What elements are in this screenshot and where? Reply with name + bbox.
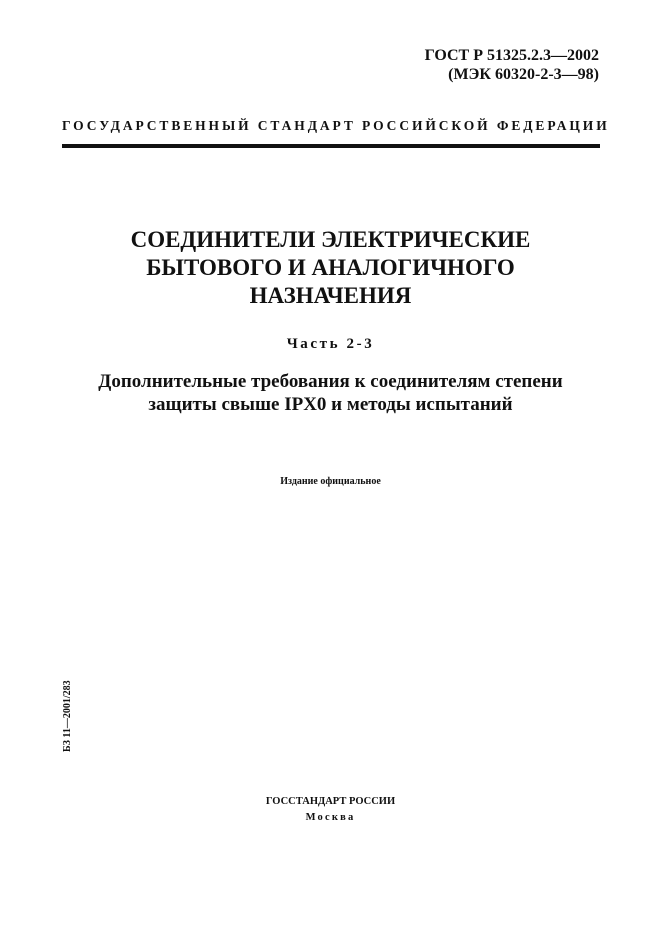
- standard-designation: [425, 46, 599, 84]
- title-line: СОЕДИНИТЕЛИ ЭЛЕКТРИЧЕСКИЕ: [130, 227, 531, 252]
- part-label: Часть 2-3: [286, 336, 375, 352]
- publisher-city: Москва: [305, 812, 356, 823]
- title-line: БЫТОВОГО И АНАЛОГИЧНОГО: [146, 255, 515, 280]
- document-title: [40, 226, 621, 310]
- edition-label: Издание официальное: [280, 476, 381, 487]
- header-rule: [62, 144, 600, 148]
- side-code: БЗ 11—2001/283: [62, 680, 73, 752]
- publisher-name: ГОССТАНДАРТ РОССИИ: [265, 796, 396, 807]
- standard-number: ГОСТ Р 51325.2.3—2002: [424, 47, 599, 64]
- subtitle-line: Дополнительные требования к соединителям степени: [98, 371, 563, 392]
- title-line: НАЗНАЧЕНИЯ: [249, 283, 412, 308]
- publisher-block: [0, 794, 661, 826]
- document-subtitle: [40, 370, 621, 416]
- subtitle-line: защиты свыше IPX0 и методы испытаний: [148, 394, 513, 415]
- state-standard-heading: ГОСУДАРСТВЕННЫЙ СТАНДАРТ РОССИЙСКОЙ ФЕДЕРАЦИИ: [62, 118, 610, 133]
- iec-reference: (МЭК 60320-2-3—98): [448, 66, 599, 83]
